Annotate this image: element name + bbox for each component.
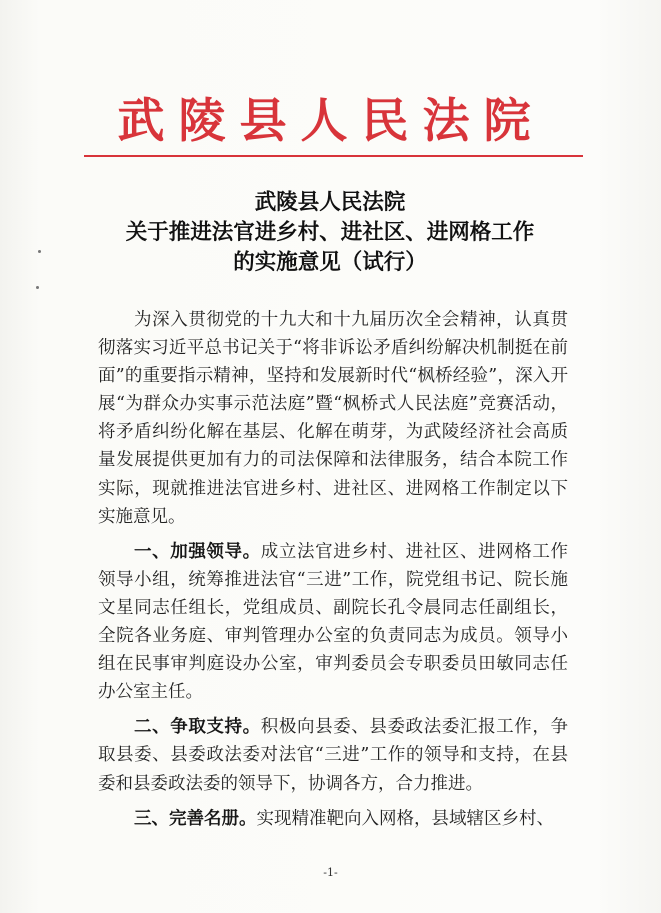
page-number: -1- [323,866,338,879]
red-header-rule [84,155,583,157]
document-title [80,188,580,278]
title-line-1: 武陵县人民法院 [254,190,406,215]
section-2-paragraph [98,713,568,797]
title-line-2: 关于推进法官进乡村、进社区、进网格工作 [125,220,535,245]
section-3-text: 实现精准靶向入网格，县域辖区乡村、 [256,808,554,829]
scan-speck [36,286,39,289]
section-2-text: 积极向县委、县委政法委汇报工作，争取县委、县委政法委对法官“三进”工作的领导和支持，在县委和县委政法委的领导下，协调各方，合力推进。 [98,717,569,794]
scan-speck [38,250,41,253]
section-1-paragraph [98,538,568,707]
intro-paragraph: 为深入贯彻党的十九大和十九届历次全会精神，认真贯彻落实习近平总书记关于“将非诉讼矛盾纠纷解决机制挺在前面”的重要指示精神，坚持和发展新时代“枫桥经验”，深入开展“为群众办实事示范法庭”暨“枫桥式人民法庭”竞赛活动，将矛盾纠纷化解在基层、化解在萌芽，为武陵经济社会高质量发展提供更加有力的司法保障和法律服务，结合本院工作实际，现就推进法官进乡村、进社区、进网格工作制定以下实施意见。 [98,310,568,527]
section-1-text: 成立法官进乡村、进社区、进网格工作领导小组，统筹推进法官“三进”工作，院党组书记、院长施文星同志任组长，党组成员、副院长孔令晨同志任副组长，全院各业务庭、审判管理办公室的负责同志为成员。领导小组在民事审判庭设办公室，审判委员会专职委员田敏同志任办公室主任。 [98,541,569,703]
section-1-heading: 一、加强领导。 [134,541,261,562]
section-3-paragraph [98,805,568,833]
section-2-heading: 二、争取支持。 [134,717,261,738]
document-body [98,306,568,840]
section-3-heading: 三、完善名册。 [134,808,257,829]
title-line-3: 的实施意见（试行） [233,250,427,275]
court-letterhead-title: 武陵县人民法院 [117,94,545,149]
